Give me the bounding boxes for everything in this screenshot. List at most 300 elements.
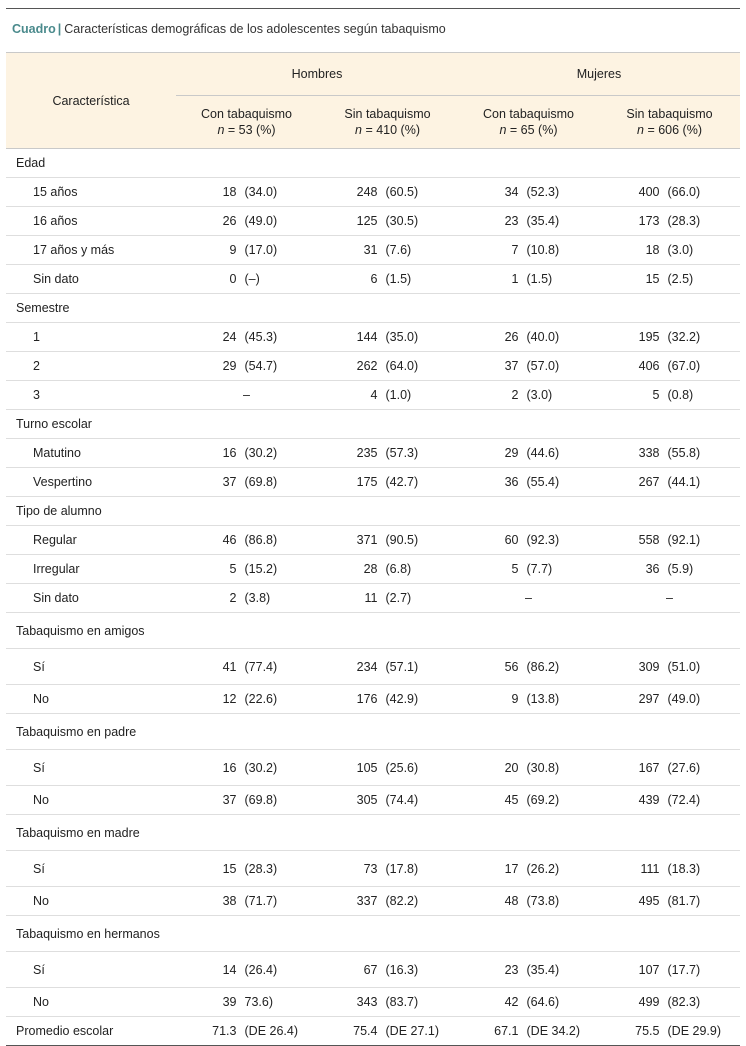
count-value: 4 xyxy=(370,388,378,402)
percent-value: (15.2) xyxy=(244,562,278,576)
value-cell xyxy=(317,613,458,649)
value-cell xyxy=(317,410,458,439)
count-value: 195 xyxy=(638,330,660,344)
percent-value: (44.1) xyxy=(667,475,701,489)
value-cell xyxy=(599,294,740,323)
value-cell xyxy=(458,497,599,526)
value-cell xyxy=(176,207,317,236)
count-value: 31 xyxy=(363,243,378,257)
percent-value: (28.3) xyxy=(244,861,278,876)
value-cell xyxy=(599,750,740,786)
percent-value: (40.0) xyxy=(526,330,560,344)
count-value: 337 xyxy=(356,894,378,908)
percent-value: (17.8) xyxy=(385,861,419,876)
percent-value: (26.4) xyxy=(244,962,278,977)
value-cell xyxy=(317,887,458,916)
count-value: 67.1 xyxy=(494,1024,519,1038)
section-row xyxy=(6,149,740,178)
value-cell xyxy=(176,851,317,887)
count-value: 9 xyxy=(229,243,237,257)
percent-value: (5.9) xyxy=(667,562,694,576)
value-cell xyxy=(458,149,599,178)
value-cell xyxy=(317,1017,458,1046)
count-value: 34 xyxy=(504,185,519,199)
section-row xyxy=(6,294,740,323)
row-label: 16 años xyxy=(6,207,176,236)
table-row xyxy=(6,526,740,555)
count-value: 9 xyxy=(511,692,519,706)
count-value: 262 xyxy=(356,359,378,373)
value-cell xyxy=(599,714,740,750)
count-value: 11 xyxy=(364,591,378,605)
value-cell xyxy=(458,439,599,468)
table-row xyxy=(6,1017,740,1046)
percent-value: (60.5) xyxy=(385,185,419,199)
value-cell xyxy=(599,323,740,352)
count-value: 16 xyxy=(222,446,237,460)
count-value: 26 xyxy=(504,330,519,344)
count-value: 297 xyxy=(638,692,660,706)
count-value: 338 xyxy=(638,446,660,460)
value-cell xyxy=(458,323,599,352)
value-cell xyxy=(599,988,740,1017)
value-cell xyxy=(317,815,458,851)
table-body xyxy=(6,149,740,1046)
section-label: Tabaquismo en hermanos xyxy=(6,916,176,952)
table-row xyxy=(6,468,740,497)
value-cell xyxy=(176,815,317,851)
count-value: 37 xyxy=(222,475,237,489)
percent-value: (77.4) xyxy=(244,659,278,674)
value-cell xyxy=(317,714,458,750)
value-cell xyxy=(599,468,740,497)
value-cell xyxy=(317,178,458,207)
top-rule xyxy=(6,8,740,9)
value-cell xyxy=(458,685,599,714)
table-row xyxy=(6,265,740,294)
row-label: No xyxy=(6,887,176,916)
row-label: 3 xyxy=(6,381,176,410)
percent-value: (55.4) xyxy=(526,475,560,489)
count-value: 23 xyxy=(504,214,519,228)
value-cell xyxy=(176,685,317,714)
value-cell xyxy=(458,584,599,613)
value-cell xyxy=(458,294,599,323)
count-value: 60 xyxy=(504,533,519,547)
percent-value: (DE 34.2) xyxy=(526,1024,580,1038)
value-cell xyxy=(317,988,458,1017)
percent-value: (86.2) xyxy=(526,659,560,674)
table-row xyxy=(6,649,740,685)
count-value: 173 xyxy=(638,214,660,228)
value-cell xyxy=(599,815,740,851)
value-cell xyxy=(599,851,740,887)
count-value: 45 xyxy=(504,793,519,807)
percent-value: (35.0) xyxy=(385,330,419,344)
row-label: Promedio escolar xyxy=(6,1017,176,1046)
value-cell xyxy=(317,685,458,714)
value-cell xyxy=(176,352,317,381)
value-cell xyxy=(599,649,740,685)
value-cell xyxy=(176,265,317,294)
count-value: 16 xyxy=(222,760,237,775)
row-label: Sí xyxy=(6,649,176,685)
value-cell xyxy=(599,526,740,555)
section-label: Turno escolar xyxy=(6,410,176,439)
count-value: 6 xyxy=(370,272,378,286)
percent-value: (27.6) xyxy=(667,760,701,775)
count-value: 167 xyxy=(638,760,660,775)
subheader-mujeres-sin: Sin tabaquismo n = 606 (%) xyxy=(599,96,740,149)
percent-value: (57.1) xyxy=(385,659,419,674)
percent-value: (45.3) xyxy=(244,330,278,344)
value-cell xyxy=(458,887,599,916)
percent-value: (17.0) xyxy=(244,243,278,257)
value-cell xyxy=(317,381,458,410)
percent-value: (28.3) xyxy=(667,214,701,228)
section-row xyxy=(6,714,740,750)
value-cell xyxy=(599,207,740,236)
count-value: 1 xyxy=(511,272,519,286)
count-value: 248 xyxy=(356,185,378,199)
percent-value: (35.4) xyxy=(526,962,560,977)
table-row xyxy=(6,750,740,786)
count-value: 175 xyxy=(356,475,378,489)
percent-value: (6.8) xyxy=(385,562,412,576)
row-label: Matutino xyxy=(6,439,176,468)
value-cell xyxy=(176,497,317,526)
value-cell xyxy=(176,786,317,815)
row-label: Sí xyxy=(6,851,176,887)
percent-value: (10.8) xyxy=(526,243,560,257)
percent-value: (1.5) xyxy=(385,272,412,286)
value-cell xyxy=(458,786,599,815)
percent-value: (2.5) xyxy=(667,272,694,286)
count-value: 7 xyxy=(511,243,519,257)
value-cell xyxy=(317,294,458,323)
count-value: 400 xyxy=(638,185,660,199)
count-value: 5 xyxy=(229,562,237,576)
row-label: Irregular xyxy=(6,555,176,584)
count-value: 495 xyxy=(638,894,660,908)
count-value: 267 xyxy=(638,475,660,489)
percent-value: (32.2) xyxy=(667,330,701,344)
count-value: 23 xyxy=(504,962,519,977)
row-label: No xyxy=(6,786,176,815)
row-label: Sí xyxy=(6,750,176,786)
percent-value: (3.0) xyxy=(667,243,694,257)
value-cell xyxy=(176,750,317,786)
value-cell xyxy=(176,1017,317,1046)
percent-value: (86.8) xyxy=(244,533,278,547)
percent-value: (13.8) xyxy=(526,692,560,706)
row-label: 2 xyxy=(6,352,176,381)
demographics-table xyxy=(6,52,740,1046)
value-cell xyxy=(599,952,740,988)
table-row xyxy=(6,352,740,381)
count-value: 48 xyxy=(504,894,519,908)
value-cell xyxy=(599,265,740,294)
value-cell xyxy=(458,750,599,786)
count-value: 343 xyxy=(356,995,378,1009)
percent-value: (34.0) xyxy=(244,185,278,199)
value-cell xyxy=(599,497,740,526)
percent-value: (57.3) xyxy=(385,446,419,460)
count-value: 67 xyxy=(363,962,378,977)
count-value: 439 xyxy=(638,793,660,807)
percent-value: (1.5) xyxy=(526,272,553,286)
percent-value: (30.5) xyxy=(385,214,419,228)
section-label: Semestre xyxy=(6,294,176,323)
value-cell xyxy=(458,555,599,584)
row-label: Regular xyxy=(6,526,176,555)
percent-value: (69.2) xyxy=(526,793,560,807)
table-row xyxy=(6,555,740,584)
value-cell xyxy=(317,851,458,887)
row-label: Vespertino xyxy=(6,468,176,497)
percent-value: (35.4) xyxy=(526,214,560,228)
header-group-hombres: Hombres xyxy=(176,53,458,96)
count-value: 5 xyxy=(652,388,660,402)
value-cell xyxy=(176,178,317,207)
table-row xyxy=(6,439,740,468)
value-cell xyxy=(458,352,599,381)
count-value: 125 xyxy=(356,214,378,228)
section-label: Tipo de alumno xyxy=(6,497,176,526)
table-row xyxy=(6,851,740,887)
count-value: 71.3 xyxy=(212,1024,237,1038)
table-row xyxy=(6,236,740,265)
count-value: 41 xyxy=(222,659,237,674)
value-cell xyxy=(599,439,740,468)
value-cell xyxy=(599,352,740,381)
percent-value: (92.3) xyxy=(526,533,560,547)
count-value: 73 xyxy=(363,861,378,876)
value-cell xyxy=(317,352,458,381)
value-cell xyxy=(458,952,599,988)
row-label: 1 xyxy=(6,323,176,352)
percent-value: (22.6) xyxy=(244,692,278,706)
value-cell xyxy=(176,468,317,497)
section-row xyxy=(6,613,740,649)
percent-value: (2.7) xyxy=(385,591,412,605)
value-cell xyxy=(599,685,740,714)
value-cell xyxy=(458,207,599,236)
count-value: 28 xyxy=(363,562,378,576)
percent-value: (7.7) xyxy=(526,562,553,576)
value-cell xyxy=(176,410,317,439)
value-cell xyxy=(458,236,599,265)
percent-value: (42.9) xyxy=(385,692,419,706)
count-value: – xyxy=(243,388,250,402)
count-value: 5 xyxy=(511,562,519,576)
value-cell xyxy=(317,555,458,584)
count-value: 46 xyxy=(222,533,237,547)
count-value: 309 xyxy=(638,659,660,674)
value-cell xyxy=(599,555,740,584)
value-cell xyxy=(176,952,317,988)
percent-value: (–) xyxy=(244,272,260,286)
value-cell xyxy=(458,410,599,439)
value-cell xyxy=(599,887,740,916)
percent-value: (55.8) xyxy=(667,446,701,460)
count-value: 37 xyxy=(504,359,519,373)
count-value: 558 xyxy=(638,533,660,547)
percent-value: (26.2) xyxy=(526,861,560,876)
value-cell xyxy=(176,584,317,613)
value-cell xyxy=(176,649,317,685)
percent-value: (16.3) xyxy=(385,962,419,977)
percent-value: (64.6) xyxy=(526,995,560,1009)
count-value: 29 xyxy=(504,446,519,460)
value-cell xyxy=(176,439,317,468)
count-value: 17 xyxy=(504,861,519,876)
value-cell xyxy=(176,613,317,649)
count-value: 18 xyxy=(222,185,237,199)
section-label: Tabaquismo en madre xyxy=(6,815,176,851)
section-label: Tabaquismo en padre xyxy=(6,714,176,750)
count-value: 406 xyxy=(638,359,660,373)
value-cell xyxy=(317,149,458,178)
percent-value: (57.0) xyxy=(526,359,560,373)
table-row xyxy=(6,988,740,1017)
value-cell xyxy=(599,786,740,815)
count-value: 37 xyxy=(222,793,237,807)
value-cell xyxy=(599,178,740,207)
caption-label: Cuadro xyxy=(12,22,56,36)
percent-value: (64.0) xyxy=(385,359,419,373)
percent-value: (42.7) xyxy=(385,475,419,489)
count-value: – xyxy=(666,591,673,605)
percent-value: (DE 29.9) xyxy=(667,1024,721,1038)
value-cell xyxy=(176,236,317,265)
value-cell xyxy=(458,468,599,497)
value-cell xyxy=(317,207,458,236)
value-cell xyxy=(176,381,317,410)
value-cell xyxy=(458,613,599,649)
section-row xyxy=(6,497,740,526)
percent-value: (17.7) xyxy=(667,962,701,977)
table-row xyxy=(6,952,740,988)
value-cell xyxy=(317,786,458,815)
count-value: 144 xyxy=(356,330,378,344)
value-cell xyxy=(599,236,740,265)
value-cell xyxy=(176,714,317,750)
value-cell xyxy=(176,323,317,352)
value-cell xyxy=(599,584,740,613)
value-cell xyxy=(176,916,317,952)
count-value: 0 xyxy=(229,272,237,286)
count-value: 234 xyxy=(356,659,378,674)
caption-separator: | xyxy=(57,22,62,36)
percent-value: (90.5) xyxy=(385,533,419,547)
value-cell xyxy=(317,323,458,352)
table-row xyxy=(6,584,740,613)
count-value: 18 xyxy=(645,243,660,257)
section-row xyxy=(6,916,740,952)
percent-value: (DE 26.4) xyxy=(244,1024,298,1038)
count-value: 176 xyxy=(356,692,378,706)
count-value: 15 xyxy=(222,861,237,876)
percent-value: (44.6) xyxy=(526,446,560,460)
percent-value: (72.4) xyxy=(667,793,701,807)
count-value: 20 xyxy=(504,760,519,775)
value-cell xyxy=(176,294,317,323)
percent-value: (25.6) xyxy=(385,760,419,775)
subheader-hombres-con: Con tabaquismo n = 53 (%) xyxy=(176,96,317,149)
percent-value: (92.1) xyxy=(667,533,701,547)
count-value: 111 xyxy=(640,861,660,876)
value-cell xyxy=(176,526,317,555)
percent-value: (30.2) xyxy=(244,446,278,460)
percent-value: (74.4) xyxy=(385,793,419,807)
percent-value: 73.6) xyxy=(244,995,273,1009)
count-value: 235 xyxy=(356,446,378,460)
value-cell xyxy=(176,887,317,916)
count-value: 75.5 xyxy=(635,1024,660,1038)
count-value: 2 xyxy=(511,388,519,402)
percent-value: (3.0) xyxy=(526,388,553,402)
value-cell xyxy=(317,750,458,786)
percent-value: (51.0) xyxy=(667,659,701,674)
table-row xyxy=(6,887,740,916)
value-cell xyxy=(599,381,740,410)
row-label: Sin dato xyxy=(6,265,176,294)
value-cell xyxy=(458,526,599,555)
percent-value: (83.7) xyxy=(385,995,419,1009)
count-value: 24 xyxy=(222,330,237,344)
value-cell xyxy=(176,555,317,584)
count-value: 499 xyxy=(638,995,660,1009)
value-cell xyxy=(317,584,458,613)
subheader-hombres-sin: Sin tabaquismo n = 410 (%) xyxy=(317,96,458,149)
count-value: 2 xyxy=(229,591,237,605)
count-value: 42 xyxy=(504,995,519,1009)
percent-value: (69.8) xyxy=(244,793,278,807)
value-cell xyxy=(599,410,740,439)
percent-value: (3.8) xyxy=(244,591,271,605)
count-value: 56 xyxy=(504,659,519,674)
percent-value: (54.7) xyxy=(244,359,278,373)
percent-value: (67.0) xyxy=(667,359,701,373)
value-cell xyxy=(458,988,599,1017)
percent-value: (1.0) xyxy=(385,388,412,402)
percent-value: (73.8) xyxy=(526,894,560,908)
percent-value: (30.2) xyxy=(244,760,278,775)
table-row xyxy=(6,178,740,207)
value-cell xyxy=(458,815,599,851)
row-label: No xyxy=(6,685,176,714)
table-row xyxy=(6,323,740,352)
header-characteristic: Característica xyxy=(6,53,176,149)
section-row xyxy=(6,410,740,439)
percent-value: (18.3) xyxy=(667,861,701,876)
value-cell xyxy=(458,851,599,887)
table-row xyxy=(6,381,740,410)
caption-title: Características demográficas de los adolescentes según tabaquismo xyxy=(64,22,446,36)
count-value: 12 xyxy=(222,692,237,706)
section-label: Edad xyxy=(6,149,176,178)
value-cell xyxy=(458,381,599,410)
count-value: 36 xyxy=(645,562,660,576)
percent-value: (7.6) xyxy=(385,243,412,257)
percent-value: (30.8) xyxy=(526,760,560,775)
row-label: 15 años xyxy=(6,178,176,207)
value-cell xyxy=(599,149,740,178)
value-cell xyxy=(176,988,317,1017)
value-cell xyxy=(317,952,458,988)
value-cell xyxy=(458,178,599,207)
